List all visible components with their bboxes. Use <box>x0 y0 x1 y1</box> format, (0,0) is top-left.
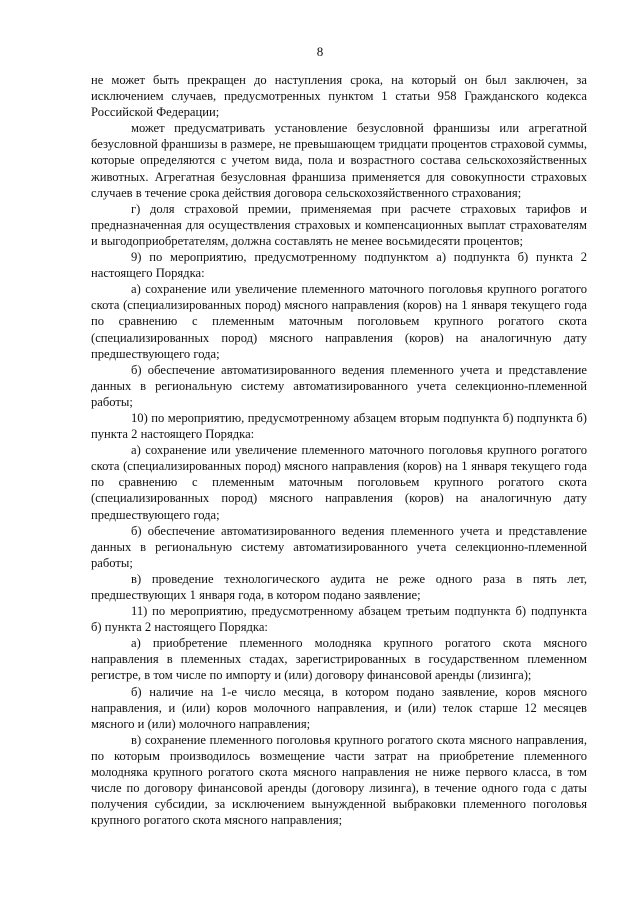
page-number: 8 <box>316 44 324 59</box>
paragraph-franchise: может предусматривать установление безусловной франшизы или агрегатной безусловной франшизы в размере, не превышающем тридцати процентов страховой суммы, которые определяются с учетом вида, пола и возрастного состава сельскохозяйственных животных. Агрегатная безусловная франшиза применяется для совокупности страховых случаев в течение срока действия договора сельскохозяйственного страхования; <box>91 121 587 200</box>
document-body <box>91 72 587 828</box>
paragraph-item-10: 10) по мероприятию, предусмотренному абзацем вторым подпункта б) подпункта б) пункта 2 настоящего Порядка: <box>91 410 587 442</box>
paragraph-item-9b: б) обеспечение автоматизированного ведения племенного учета и представление данных в региональную систему автоматизированного учета селекционно-племенной работы; <box>91 362 587 409</box>
paragraph-item-9a: а) сохранение или увеличение племенного маточного поголовья крупного рогатого скота (специализированных пород) мясного направления (коров) на 1 января текущего года по сравнению с племенным маточным поголовьем крупного рогатого скота (специализированных пород) мясного направления (коров) на аналогичную дату предшествующего года; <box>91 282 587 361</box>
paragraph-item-11c: в) сохранение племенного поголовья крупного рогатого скота мясного направления, по которым производилось возмещение части затрат на приобретение племенного молодняка крупного рогатого скота мясного направления не ниже первого класса, в том числе по договору финансовой аренды (договору лизинга), в течение одного года с даты получения субсидии, за исключением вынужденной выбраковки племенного поголовья крупного рогатого скота мясного направления; <box>91 732 587 828</box>
paragraph-insurance-term: не может быть прекращен до наступления срока, на который он был заключен, за исключением случаев, предусмотренных пунктом 1 статьи 958 Гражданского кодекса Российской Федерации; <box>91 73 587 120</box>
paragraph-item-11a: а) приобретение племенного молодняка крупного рогатого скота мясного направления в племенных стадах, зарегистрированных в государственном племенном регистре, в том числе по импорту и (или) договору финансовой аренды (лизинга); <box>91 636 587 683</box>
paragraph-item-11b: б) наличие на 1-е число месяца, в котором подано заявление, коров мясного направления, и (или) коров молочного направления, и (или) телок старше 12 месяцев мясного и (или) молочного направления; <box>91 684 587 731</box>
paragraph-item-11: 11) по мероприятию, предусмотренному абзацем третьим подпункта б) подпункта б) пункта 2 настоящего Порядка: <box>91 604 587 635</box>
paragraph-item-10c: в) проведение технологического аудита не реже одного раза в пять лет, предшествующих 1 января года, в котором подано заявление; <box>91 571 587 602</box>
paragraph-item-9: 9) по мероприятию, предусмотренному подпунктом а) подпункта б) пункта 2 настоящего Порядка: <box>91 250 587 281</box>
paragraph-premium-share: г) доля страховой премии, применяемая при расчете страховых тарифов и предназначенная для осуществления страховых и компенсационных выплат страхователям и выгодоприобретателям, должна составлять не менее восьмидесяти процентов; <box>91 201 587 248</box>
paragraph-item-10b: б) обеспечение автоматизированного ведения племенного учета и представление данных в региональную систему автоматизированного учета селекционно-племенной работы; <box>91 523 587 570</box>
paragraph-item-10a: а) сохранение или увеличение племенного маточного поголовья крупного рогатого скота (специализированных пород) мясного направления (коров) на 1 января текущего года по сравнению с племенным маточным поголовьем крупного рогатого скота (специализированных пород) мясного направления (коров) на аналогичную дату предшествующего года; <box>91 443 587 522</box>
